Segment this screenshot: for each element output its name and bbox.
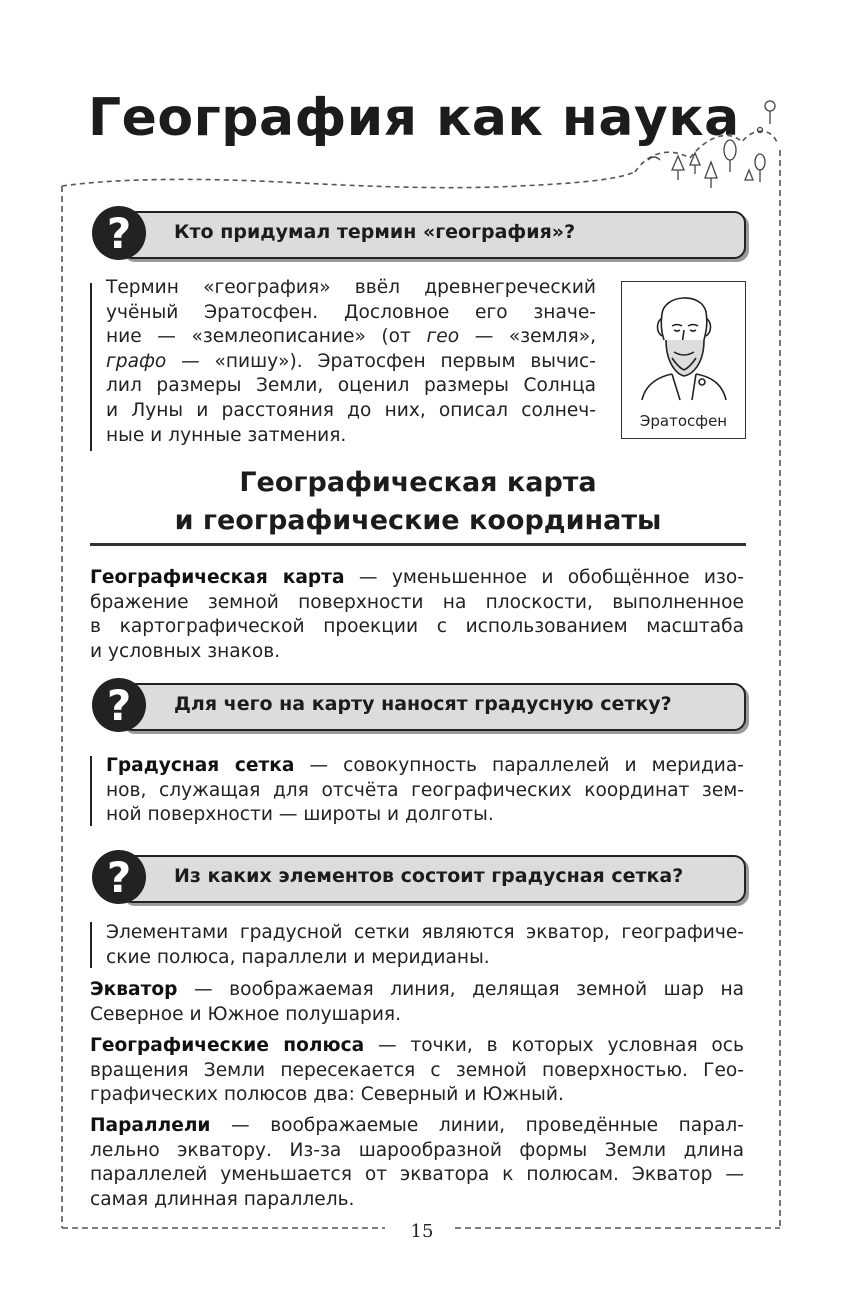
text-line: Северное и Южное полушария. xyxy=(90,1003,402,1025)
text-line: Градусная сетка — совокупность параллелей и меридиа- xyxy=(106,755,744,776)
question-banner-3 xyxy=(92,850,746,906)
section-heading-line-1: Географическая карта xyxy=(239,467,597,498)
text-line: ные и лунные затмения. xyxy=(106,424,347,446)
answer-eratosthenes xyxy=(106,276,596,448)
text-line: лил размеры Земли, оценил размеры Солнца xyxy=(106,375,596,397)
answer-rule xyxy=(90,283,92,451)
question-text: Кто придумал термин «география»? xyxy=(174,221,576,243)
section-heading-line-2: и географические координаты xyxy=(174,505,662,536)
question-text: Для чего на карту наносят градусную сетку? xyxy=(174,693,672,715)
text-line: ной поверхности — широты и долготы. xyxy=(106,804,494,826)
text-line: Географические полюса — точки, в которых условная ось xyxy=(90,1035,744,1056)
text-line: графо — «пишу»). Эратосфен первым вычис- xyxy=(106,350,596,372)
text-line: ские полюса, параллели и меридианы. xyxy=(106,946,490,968)
text-line: Термин «география» ввёл древнегреческий xyxy=(106,277,596,298)
question-mark-icon: ? xyxy=(92,206,146,260)
text-line: в картографической проекции с использованием масштаба xyxy=(90,616,744,638)
text-line: Экватор — воображаемая линия, делящая земной шар на xyxy=(90,979,744,1000)
question-mark-icon: ? xyxy=(92,850,146,904)
text-line: и Луны и расстояния до них, описал солнеч- xyxy=(106,399,596,421)
text-line: учёный Эратосфен. Дословное его значе- xyxy=(106,301,596,323)
question-banner-1 xyxy=(92,206,746,262)
question-banner-2 xyxy=(92,678,746,734)
definition-parallels xyxy=(90,1114,744,1212)
text-line: параллелей уменьшается от экватора к полюсам. Экватор — xyxy=(90,1164,744,1186)
question-mark-icon: ? xyxy=(92,678,146,732)
definition-equator xyxy=(90,978,744,1027)
text-line: бражение земной поверхности на плоскости, выполненное xyxy=(90,591,744,613)
answer-rule xyxy=(90,922,92,968)
answer-degree-grid xyxy=(106,754,744,828)
text-line: графических полюсов два: Северный и Южный. xyxy=(90,1084,564,1106)
definition-poles xyxy=(90,1034,744,1108)
page-title: География как наука xyxy=(88,88,740,148)
text-line: Географическая карта — уменьшенное и обобщённое изо- xyxy=(90,567,744,588)
definition-map xyxy=(90,566,744,664)
text-line: Элементами градусной сетки являются экватор, географиче- xyxy=(106,922,744,943)
text-line: нов, служащая для отсчёта географических координат зем- xyxy=(106,779,744,801)
portrait-caption: Эратосфен xyxy=(639,412,728,430)
page-number: 15 xyxy=(410,1221,434,1242)
section-underline xyxy=(90,543,746,546)
text-line: самая длинная параллель. xyxy=(90,1188,355,1210)
text-line: вращения Земли пересекается с земной поверхностью. Гео- xyxy=(90,1059,744,1081)
answer-rule xyxy=(90,756,92,826)
question-text: Из каких элементов состоит градусная сетка? xyxy=(174,865,684,887)
eratosthenes-bust-image xyxy=(622,282,745,402)
text-line: Параллели — воображаемые линии, проведённые парал- xyxy=(90,1115,744,1136)
text-line: ние — «землеописание» (от гео — «земля», xyxy=(106,326,596,348)
answer-grid-elements xyxy=(106,921,744,970)
eratosthenes-portrait xyxy=(621,281,746,439)
text-line: и условных знаков. xyxy=(90,640,281,662)
text-line: лельно экватору. Из-за шарообразной формы Земли длина xyxy=(90,1139,744,1161)
